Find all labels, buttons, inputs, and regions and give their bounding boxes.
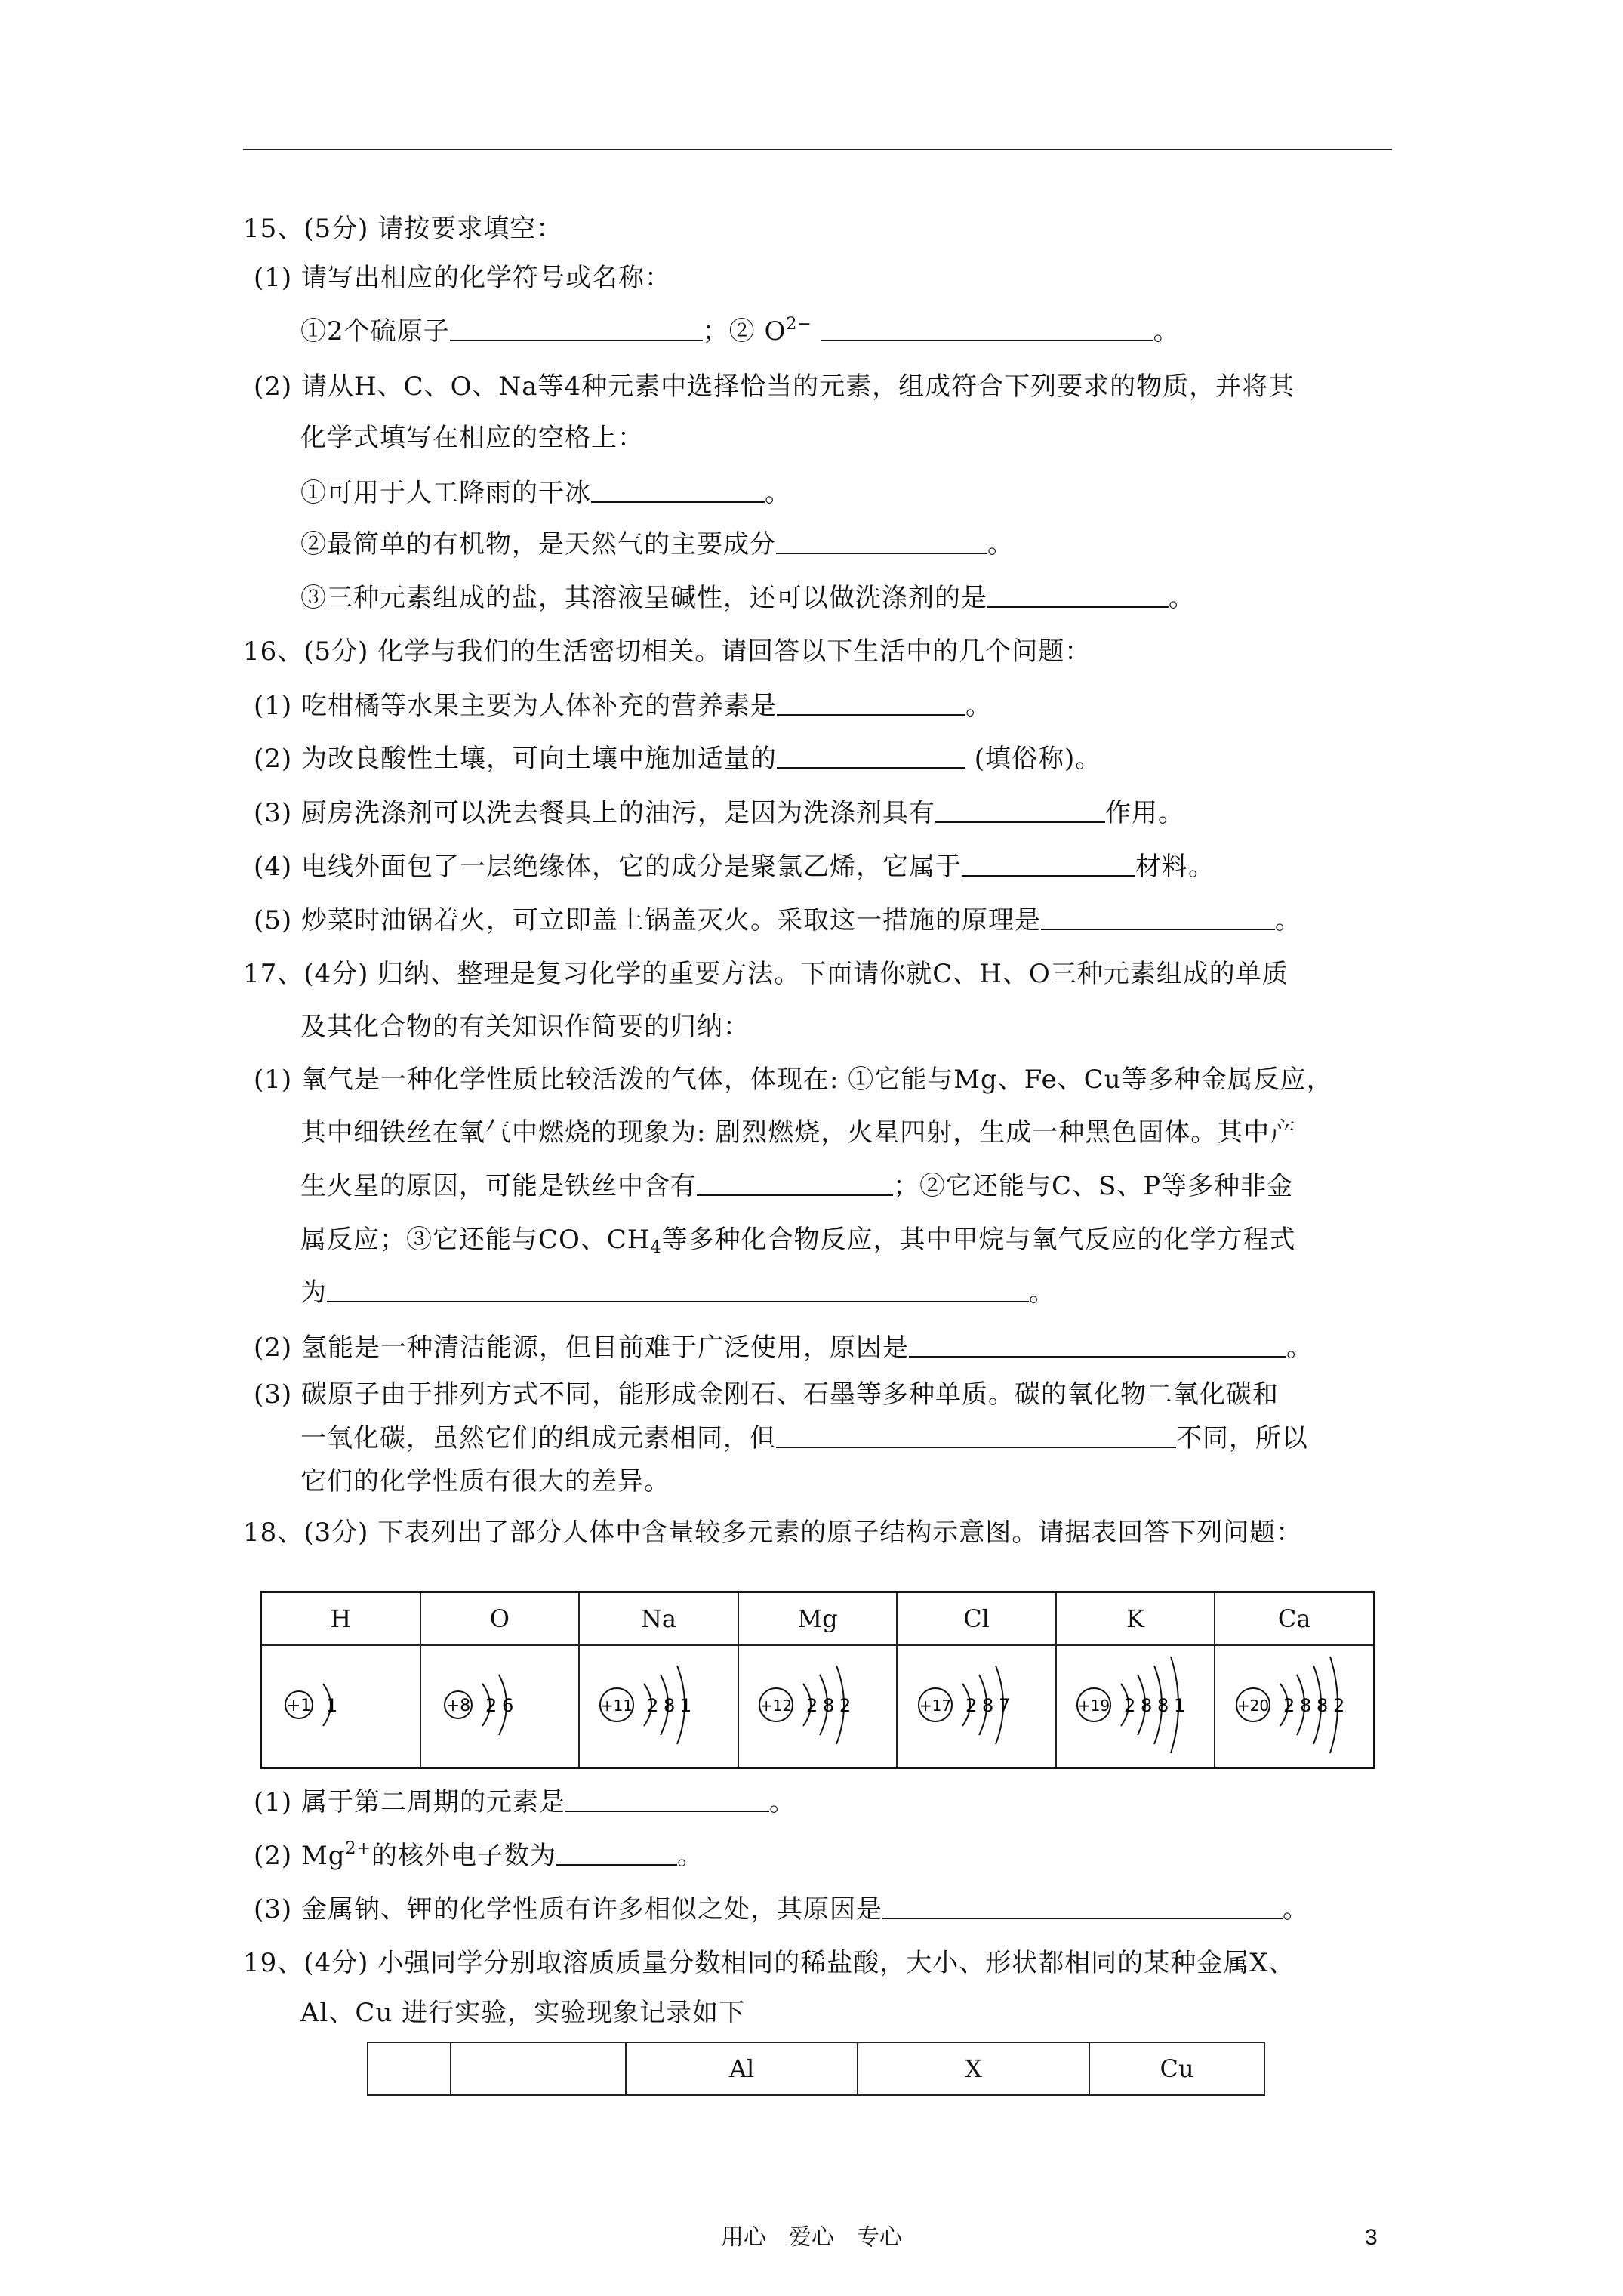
- shell-electron-count: 2: [839, 1695, 852, 1716]
- atom-diagram: [583, 1648, 734, 1761]
- q15-part1-items: ①2个硫原子 ；② $O^{2-}$ 。: [300, 315, 1180, 347]
- atom-diagram: [901, 1648, 1052, 1761]
- footer-motto: 用心 爱心 专心: [721, 2225, 902, 2250]
- shell-electron-count: 1: [326, 1695, 338, 1716]
- atom-diagram: [742, 1648, 893, 1761]
- q17-part3-line3: 它们的化学性质有很大的差异。: [300, 1466, 670, 1496]
- atom-diagram-cell: [261, 1645, 420, 1768]
- atom-diagram-cell: [420, 1645, 580, 1768]
- atom-diagram-cell: [579, 1645, 738, 1768]
- q18-item3: (3) 金属钠、钾的化学性质有许多相似之处，其原因是 。: [254, 1894, 1309, 1925]
- element-symbol: Ca: [1215, 1592, 1374, 1646]
- answer-blank[interactable]: [935, 797, 1105, 823]
- shell-electron-count: 8: [1141, 1695, 1153, 1716]
- table-header-row: [368, 2042, 1264, 2095]
- q15-item-dry-ice: ①可用于人工降雨的干冰 。: [300, 478, 791, 508]
- shell-electron-count: 2: [1332, 1695, 1344, 1716]
- element-symbol: Cl: [897, 1592, 1056, 1646]
- shell-electron-count: 2: [1283, 1695, 1295, 1716]
- table-header-row: [261, 1592, 1375, 1646]
- q17-part2: (2) 氢能是一种清洁能源，但目前难于广泛使用，原因是 。: [254, 1333, 1313, 1363]
- shell-electron-count: 7: [998, 1695, 1010, 1716]
- q17-title-line1: 17、(4分) 归纳、整理是复习化学的重要方法。下面请你就C、H、O三种元素组成的单质: [243, 959, 1289, 989]
- nucleus-charge: +8: [445, 1697, 471, 1715]
- q18-item1: (1) 属于第二周期的元素是 。: [254, 1787, 796, 1817]
- table-header-cu: Cu: [1089, 2042, 1264, 2095]
- atom-diagram-cell: [897, 1645, 1056, 1768]
- shell-electron-count: 2: [485, 1695, 497, 1716]
- atom-diagram-cell: [738, 1645, 898, 1768]
- answer-blank[interactable]: [987, 582, 1169, 608]
- atom-diagram: [265, 1648, 416, 1761]
- q15-part1: (1) 请写出相应的化学符号或名称：: [254, 263, 671, 293]
- q17-part1-line3: 生火星的原因，可能是铁丝中含有 ；②它还能与C、S、P等多种非金: [300, 1171, 1294, 1201]
- table-cell: [368, 2042, 451, 2095]
- table-cell: [451, 2042, 626, 2095]
- element-symbol: K: [1056, 1592, 1215, 1646]
- shell-electron-count: 1: [680, 1695, 692, 1716]
- atom-diagram: [1219, 1648, 1370, 1761]
- shell-electron-count: 1: [1174, 1695, 1186, 1716]
- answer-blank[interactable]: [450, 316, 703, 341]
- experiment-table: [367, 2042, 1265, 2096]
- q17-part1-line2: 其中细铁丝在氧气中燃烧的现象为: 剧烈燃烧，火星四射，生成一种黑色固体。其中产: [300, 1117, 1297, 1148]
- atom-diagram: [424, 1648, 575, 1761]
- shell-electron-count: 2: [1124, 1695, 1136, 1716]
- answer-blank[interactable]: [909, 1332, 1286, 1358]
- element-symbol: Na: [579, 1592, 738, 1646]
- q19-title-line2: Al、Cu 进行实验，实验现象记录如下: [300, 1998, 746, 2028]
- table-header-al: Al: [626, 2042, 858, 2095]
- atom-diagram-cell: [1056, 1645, 1215, 1768]
- q17-part3-line2: 一氧化碳，虽然它们的组成元素相同，但 不同，所以: [300, 1423, 1308, 1453]
- table-header-x: X: [858, 2042, 1089, 2095]
- shell-electron-count: 8: [1157, 1695, 1169, 1716]
- q17-part1-line5: 为 。: [300, 1277, 1055, 1308]
- answer-blank[interactable]: [821, 316, 1153, 341]
- answer-blank[interactable]: [777, 690, 965, 716]
- answer-blank[interactable]: [776, 529, 987, 554]
- table-diagram-row: [261, 1645, 1375, 1768]
- element-symbol: Mg: [738, 1592, 898, 1646]
- shell-electron-count: 6: [501, 1695, 514, 1716]
- shell-electron-count: 8: [1316, 1695, 1328, 1716]
- q15-part2-line2: 化学式填写在相应的空格上：: [300, 423, 644, 453]
- shell-electron-count: 8: [664, 1695, 676, 1716]
- q16-title: 16、(5分) 化学与我们的生活密切相关。请回答以下生活中的几个问题：: [243, 636, 1092, 667]
- q17-part3-line1: (3) 碳原子由于排列方式不同，能形成金刚石、石墨等多种单质。碳的氧化物二氧化碳和: [254, 1379, 1279, 1410]
- nucleus-charge: +11: [601, 1697, 633, 1715]
- q16-item4: (4) 电线外面包了一层绝缘体，它的成分是聚氯乙烯，它属于 材料。: [254, 852, 1215, 882]
- shell-electron-count: 2: [647, 1695, 659, 1716]
- answer-blank[interactable]: [882, 1894, 1283, 1919]
- shell-electron-count: 2: [805, 1695, 818, 1716]
- shell-electron-count: 8: [1299, 1695, 1311, 1716]
- nucleus-charge: +19: [1078, 1697, 1110, 1715]
- page-number: 3: [1365, 2225, 1378, 2250]
- element-symbol: H: [261, 1592, 420, 1646]
- q16-item2: (2) 为改良酸性土壤，可向土壤中施加适量的 (填俗称)。: [254, 744, 1102, 774]
- nucleus-charge: +17: [919, 1697, 951, 1715]
- shell-electron-count: 8: [981, 1695, 993, 1716]
- answer-blank[interactable]: [962, 851, 1135, 877]
- q19-title-line1: 19、(4分) 小强同学分别取溶质质量分数相同的稀盐酸，大小、形状都相同的某种金属X、: [243, 1948, 1295, 1978]
- answer-blank[interactable]: [591, 477, 765, 503]
- answer-blank[interactable]: [556, 1840, 677, 1866]
- q15-sulfur-atoms: ①2个硫原子: [300, 316, 450, 347]
- q15-item-methane: ②最简单的有机物，是天然气的主要成分 。: [300, 529, 1014, 559]
- shell-electron-count: 2: [965, 1695, 977, 1716]
- q16-item1: (1) 吃柑橘等水果主要为人体补充的营养素是 。: [254, 691, 992, 721]
- nucleus-charge: +20: [1236, 1697, 1269, 1715]
- shell-electron-count: 8: [822, 1695, 835, 1716]
- q18-title: 18、(3分) 下表列出了部分人体中含量较多元素的原子结构示意图。请据表回答下列问题：: [243, 1518, 1303, 1548]
- answer-blank[interactable]: [776, 1422, 1176, 1448]
- q17-part1-line4: 属反应；③它还能与CO、$CH_4$等多种化合物反应，其中甲烷与氧气反应的化学方程式: [300, 1225, 1296, 1257]
- element-symbol: O: [420, 1592, 580, 1646]
- q17-title-line2: 及其化合物的有关知识作简要的归纳：: [300, 1012, 750, 1042]
- q17-part1-line1: (1) 氧气是一种化学性质比较活泼的气体，体现在: ①它能与Mg、Fe、Cu等多种金属反应，: [254, 1065, 1333, 1095]
- q18-item2: (2) $Mg^{2+}$的核外电子数为 。: [254, 1839, 704, 1871]
- q15-part2-line1: (2) 请从H、C、O、Na等4种元素中选择恰当的元素，组成符合下列要求的物质，并将其: [254, 371, 1295, 402]
- atomic-structure-table: [260, 1591, 1375, 1769]
- answer-blank[interactable]: [327, 1277, 1029, 1302]
- atom-diagram-cell: [1215, 1645, 1374, 1768]
- answer-blank[interactable]: [697, 1170, 893, 1196]
- nucleus-charge: +12: [759, 1697, 793, 1715]
- answer-blank[interactable]: [777, 743, 965, 769]
- answer-blank[interactable]: [1041, 905, 1275, 930]
- q15-title: 15、(5分) 请按要求填空：: [243, 214, 563, 244]
- q16-item5: (5) 炒菜时油锅着火，可立即盖上锅盖灭火。采取这一措施的原理是 。: [254, 905, 1301, 935]
- q16-item3: (3) 厨房洗涤剂可以洗去餐具上的油污，是因为洗涤剂具有 作用。: [254, 798, 1184, 828]
- nucleus-charge: +1: [287, 1697, 312, 1715]
- header-rule: [243, 149, 1392, 150]
- atom-diagram: [1060, 1648, 1211, 1761]
- answer-blank[interactable]: [565, 1786, 769, 1812]
- q15-item-salt: ③三种元素组成的盐，其溶液呈碱性，还可以做洗涤剂的是 。: [300, 583, 1195, 613]
